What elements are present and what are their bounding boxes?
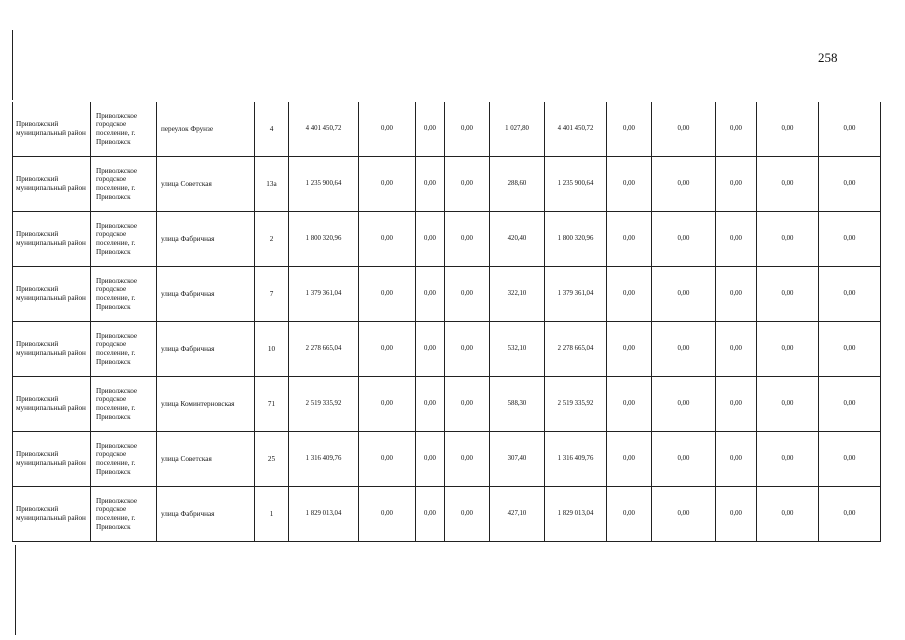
cell-value: 0,00 (416, 322, 445, 377)
cell-value: 0,00 (445, 487, 490, 542)
cell-house-number: 4 (255, 102, 289, 157)
cell-value: 0,00 (757, 102, 819, 157)
cell-value: 0,00 (445, 432, 490, 487)
cell-value: 0,00 (607, 102, 652, 157)
cell-value: 0,00 (652, 432, 716, 487)
cell-value: 0,00 (716, 432, 757, 487)
cell-value: 0,00 (652, 322, 716, 377)
table-row (13, 322, 881, 377)
cell-value: 0,00 (819, 377, 881, 432)
cell-amount: 1 316 409,76 (545, 432, 607, 487)
cell-value: 0,00 (819, 267, 881, 322)
cell-value: 0,00 (716, 322, 757, 377)
cell-street: улица Советская (157, 432, 255, 487)
cell-value: 0,00 (359, 377, 416, 432)
cell-value: 0,00 (359, 267, 416, 322)
cell-district: Приволжский муниципальный район (13, 377, 91, 432)
cell-amount: 1 800 320,96 (545, 212, 607, 267)
cell-area: 322,10 (490, 267, 545, 322)
cell-value: 0,00 (757, 432, 819, 487)
cell-value: 0,00 (607, 432, 652, 487)
cell-value: 0,00 (716, 487, 757, 542)
cell-district: Приволжский муниципальный район (13, 157, 91, 212)
cell-value: 0,00 (819, 322, 881, 377)
cell-value: 0,00 (757, 377, 819, 432)
cell-area: 1 027,80 (490, 102, 545, 157)
cell-value: 0,00 (652, 487, 716, 542)
cell-value: 0,00 (819, 157, 881, 212)
cell-total-cost: 1 235 900,64 (289, 157, 359, 212)
cell-district: Приволжский муниципальный район (13, 212, 91, 267)
cell-value: 0,00 (445, 377, 490, 432)
cell-amount: 2 519 335,92 (545, 377, 607, 432)
cell-area: 532,10 (490, 322, 545, 377)
cell-value: 0,00 (819, 487, 881, 542)
cell-value: 0,00 (652, 157, 716, 212)
cell-value: 0,00 (359, 212, 416, 267)
cell-value: 0,00 (416, 267, 445, 322)
table-row (13, 432, 881, 487)
cell-house-number: 71 (255, 377, 289, 432)
cell-total-cost: 2 519 335,92 (289, 377, 359, 432)
cell-street: улица Фабричная (157, 267, 255, 322)
cell-house-number: 25 (255, 432, 289, 487)
cell-amount: 1 829 013,04 (545, 487, 607, 542)
cell-settlement: Приволжское городское поселение, г. Приволжск (91, 212, 157, 267)
cell-street: улица Фабричная (157, 322, 255, 377)
cell-value: 0,00 (416, 377, 445, 432)
cell-value: 0,00 (716, 212, 757, 267)
cell-total-cost: 2 278 665,04 (289, 322, 359, 377)
cell-value: 0,00 (359, 102, 416, 157)
cell-value: 0,00 (445, 157, 490, 212)
cell-value: 0,00 (416, 212, 445, 267)
cell-value: 0,00 (607, 487, 652, 542)
cell-value: 0,00 (445, 267, 490, 322)
scan-artifact-line (15, 545, 16, 635)
cell-street: улица Советская (157, 157, 255, 212)
cell-value: 0,00 (757, 322, 819, 377)
cell-total-cost: 1 829 013,04 (289, 487, 359, 542)
cell-area: 427,10 (490, 487, 545, 542)
cell-amount: 1 379 361,04 (545, 267, 607, 322)
table-row (13, 212, 881, 267)
cell-value: 0,00 (757, 487, 819, 542)
cell-value: 0,00 (757, 267, 819, 322)
table-row (13, 102, 881, 157)
cell-street: переулок Фрунзе (157, 102, 255, 157)
cell-value: 0,00 (819, 432, 881, 487)
cell-value: 0,00 (416, 487, 445, 542)
table-row (13, 267, 881, 322)
cell-street: улица Коминтерновская (157, 377, 255, 432)
table-row (13, 157, 881, 212)
cell-value: 0,00 (607, 212, 652, 267)
scan-artifact-line (12, 30, 13, 100)
cell-street: улица Фабричная (157, 212, 255, 267)
cell-house-number: 1 (255, 487, 289, 542)
cell-value: 0,00 (716, 102, 757, 157)
cell-value: 0,00 (445, 102, 490, 157)
cell-settlement: Приволжское городское поселение, г. Приволжск (91, 487, 157, 542)
cell-settlement: Приволжское городское поселение, г. Приволжск (91, 432, 157, 487)
cell-district: Приволжский муниципальный район (13, 487, 91, 542)
cell-area: 288,60 (490, 157, 545, 212)
cell-value: 0,00 (757, 212, 819, 267)
cell-value: 0,00 (652, 212, 716, 267)
cell-total-cost: 1 379 361,04 (289, 267, 359, 322)
cell-amount: 4 401 450,72 (545, 102, 607, 157)
cell-district: Приволжский муниципальный район (13, 322, 91, 377)
cell-district: Приволжский муниципальный район (13, 267, 91, 322)
cell-district: Приволжский муниципальный район (13, 432, 91, 487)
table-row (13, 377, 881, 432)
cell-value: 0,00 (359, 157, 416, 212)
register-table (12, 102, 881, 542)
cell-area: 588,30 (490, 377, 545, 432)
cell-house-number: 2 (255, 212, 289, 267)
cell-value: 0,00 (652, 102, 716, 157)
cell-value: 0,00 (716, 267, 757, 322)
cell-value: 0,00 (607, 322, 652, 377)
cell-total-cost: 1 800 320,96 (289, 212, 359, 267)
cell-value: 0,00 (652, 377, 716, 432)
cell-settlement: Приволжское городское поселение, г. Приволжск (91, 102, 157, 157)
cell-value: 0,00 (359, 322, 416, 377)
cell-value: 0,00 (819, 102, 881, 157)
cell-value: 0,00 (652, 267, 716, 322)
cell-total-cost: 4 401 450,72 (289, 102, 359, 157)
cell-settlement: Приволжское городское поселение, г. Приволжск (91, 377, 157, 432)
cell-value: 0,00 (607, 377, 652, 432)
table-row (13, 487, 881, 542)
cell-area: 307,40 (490, 432, 545, 487)
cell-total-cost: 1 316 409,76 (289, 432, 359, 487)
cell-value: 0,00 (607, 157, 652, 212)
cell-value: 0,00 (819, 212, 881, 267)
cell-value: 0,00 (416, 157, 445, 212)
cell-value: 0,00 (716, 157, 757, 212)
cell-amount: 2 278 665,04 (545, 322, 607, 377)
cell-area: 420,40 (490, 212, 545, 267)
cell-settlement: Приволжское городское поселение, г. Приволжск (91, 157, 157, 212)
cell-value: 0,00 (416, 102, 445, 157)
cell-value: 0,00 (607, 267, 652, 322)
cell-value: 0,00 (359, 432, 416, 487)
cell-house-number: 7 (255, 267, 289, 322)
cell-value: 0,00 (757, 157, 819, 212)
cell-settlement: Приволжское городское поселение, г. Приволжск (91, 322, 157, 377)
cell-settlement: Приволжское городское поселение, г. Приволжск (91, 267, 157, 322)
cell-amount: 1 235 900,64 (545, 157, 607, 212)
cell-value: 0,00 (445, 212, 490, 267)
cell-value: 0,00 (416, 432, 445, 487)
cell-value: 0,00 (716, 377, 757, 432)
page-number: 258 (818, 50, 838, 65)
cell-value: 0,00 (445, 322, 490, 377)
cell-house-number: 13а (255, 157, 289, 212)
table-body (13, 102, 881, 542)
cell-street: улица Фабричная (157, 487, 255, 542)
cell-value: 0,00 (359, 487, 416, 542)
cell-district: Приволжский муниципальный район (13, 102, 91, 157)
cell-house-number: 10 (255, 322, 289, 377)
